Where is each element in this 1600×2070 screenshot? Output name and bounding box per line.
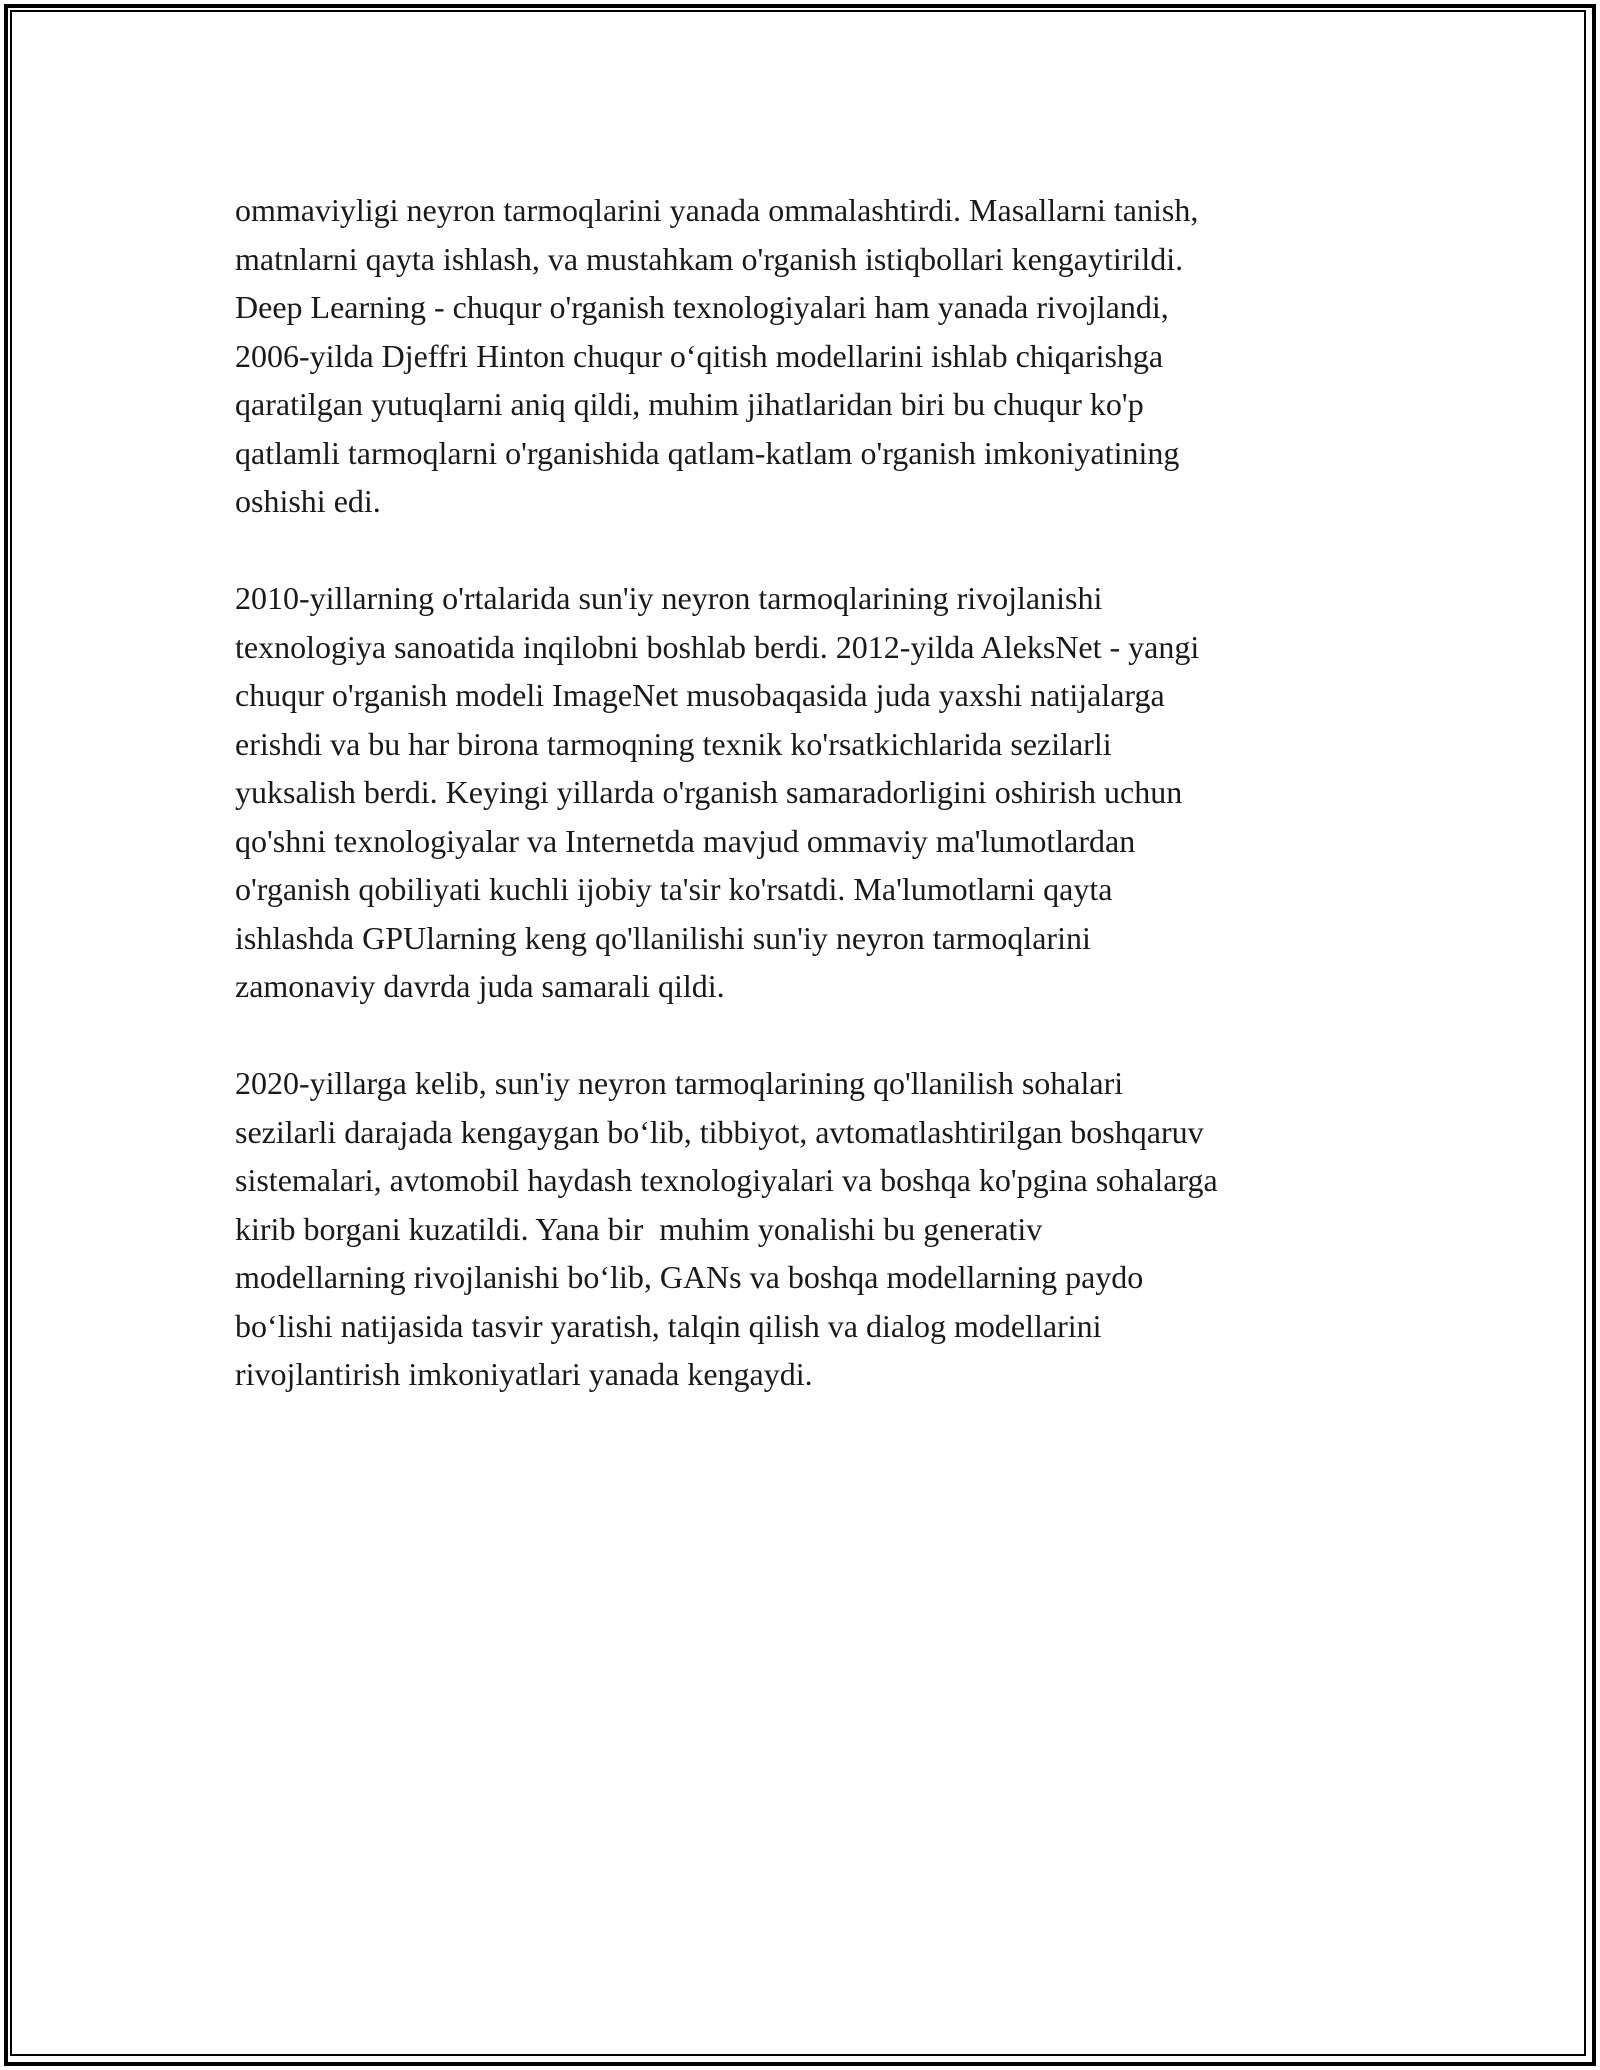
text-line: modellarning rivojlanishi bo‘lib, GANs va boshqa modellarning paydo — [235, 1259, 1144, 1295]
text-line: o'rganish qobiliyati kuchli ijobiy ta'sir ko'rsatdi. Ma'lumotlarni qayta — [235, 871, 1113, 907]
text-line: zamonaviy davrda juda samarali qildi. — [235, 968, 725, 1004]
text-line: 2010-yillarning o'rtalarida sun'iy neyron tarmoqlarining rivojlanishi — [235, 580, 1103, 616]
paragraph-2020s — [235, 1059, 1395, 1399]
text-line: qaratilgan yutuqlarni aniq qildi, muhim jihatlaridan biri bu chuqur ko'p — [235, 386, 1144, 422]
text-line: chuqur o'rganish modeli ImageNet musobaqasida juda yaxshi natijalarga — [235, 677, 1165, 713]
text-line: Deep Learning - chuqur o'rganish texnologiyalari ham yanada rivojlandi, — [235, 289, 1169, 325]
paragraph-deep-learning — [235, 186, 1395, 526]
page-content — [235, 186, 1395, 1447]
text-line: 2020-yillarga kelib, sun'iy neyron tarmoqlarining qo'llanilish sohalari — [235, 1065, 1124, 1101]
text-line: 2006-yilda Djeffri Hinton chuqur o‘qitish modellarini ishlab chiqarishga — [235, 337, 1164, 374]
text-line: erishdi va bu har birona tarmoqning texnik ko'rsatkichlarida sezilarli — [235, 725, 1112, 762]
text-line: ishlashda GPUlarning keng qo'llanilishi sun'iy neyron tarmoqlarini — [235, 919, 1091, 956]
text-line: sezilarli darajada kengaygan bo‘lib, tibbiyot, avtomatlashtirilgan boshqaruv — [235, 1113, 1204, 1150]
text-line: matnlarni qayta ishlash, va mustahkam o'rganish istiqbollari kengaytirildi. — [235, 240, 1184, 277]
text-line: texnologiya sanoatida inqilobni boshlab berdi. 2012-yilda AleksNet - yangi — [235, 628, 1200, 665]
text-line: qo'shni texnologiyalar va Internetda mavjud ommaviy ma'lumotlardan — [235, 822, 1136, 859]
text-line: yuksalish berdi. Keyingi yillarda o'rganish samaradorligini oshirish uchun — [235, 774, 1183, 810]
text-line: oshishi edi. — [235, 483, 381, 519]
text-line: ommaviyligi neyron tarmoqlarini yanada ommalashtirdi. Masallarni tanish, — [235, 192, 1199, 228]
text-line: rivojlantirish imkoniyatlari yanada kengaydi. — [235, 1356, 813, 1392]
text-line: qatlamli tarmoqlarni o'rganishida qatlam-katlam o'rganish imkoniyatining — [235, 434, 1180, 471]
text-line: kirib borgani kuzatildi. Yana bir muhim yonalishi bu generativ — [235, 1210, 1043, 1247]
text-line: sistemalari, avtomobil haydash texnologiyalari va boshqa ko'pgina sohalarga — [235, 1162, 1218, 1198]
text-line: bo‘lishi natijasida tasvir yaratish, talqin qilish va dialog modellarini — [235, 1307, 1102, 1344]
paragraph-2010s — [235, 574, 1395, 1011]
